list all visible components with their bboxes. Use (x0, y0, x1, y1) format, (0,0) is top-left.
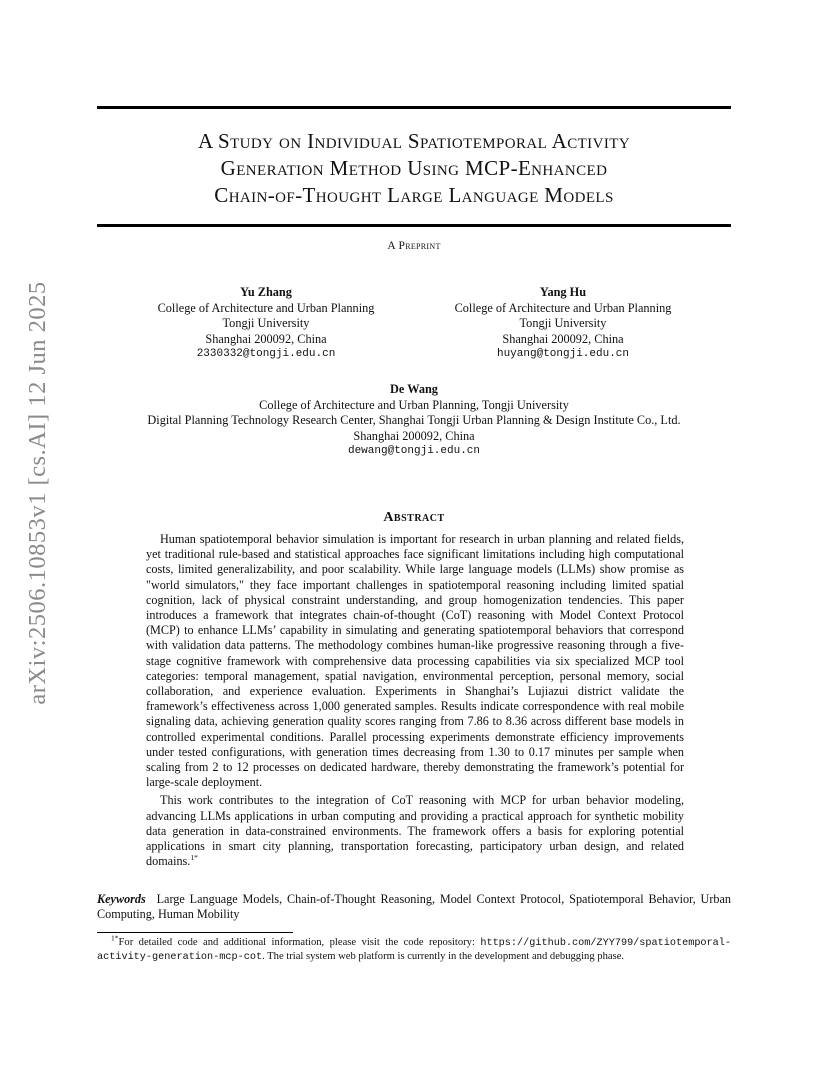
footnote (97, 933, 731, 964)
author-email: huyang@tongji.edu.cn (496, 348, 630, 360)
author-affiliation: Digital Planning Technology Research Center, Shanghai Tongji Urban Planning & Design Institute Co., Ltd. (147, 413, 681, 427)
title-line: Chain-of-Thought Large Language Models (214, 183, 614, 207)
keywords (97, 892, 731, 922)
arxiv-identifier-text: arXiv:2506.10853v1 [cs.AI] 12 Jun 2025 (24, 281, 51, 705)
arxiv-identifier (22, 281, 54, 705)
author-name: De Wang (390, 382, 438, 396)
title-line: Generation Method Using MCP-Enhanced (220, 156, 608, 180)
author-block (418, 285, 708, 363)
author-affiliation: Tongji University (222, 316, 310, 330)
footnote-text: For detailed code and additional information, please visit the code repository: (118, 937, 481, 948)
author-name: Yang Hu (539, 285, 587, 299)
title-rule-top (97, 106, 731, 109)
footnote-rule (97, 932, 293, 933)
keywords-text: Large Language Models, Chain-of-Thought Reasoning, Model Context Protocol, Spatiotemporal Behavior, Urban Computing, Human Mobility (97, 892, 732, 922)
author-email: 2330332@tongji.edu.cn (196, 348, 336, 360)
author-affiliation: Shanghai 200092, China (353, 428, 475, 443)
author-name: Yu Zhang (240, 285, 292, 299)
author-affiliation: Shanghai 200092, China (205, 331, 327, 346)
repository-link[interactable]: https://github.com/ZYY799/spatiotemporal-activity-generation-mcp-cot (97, 938, 731, 964)
abstract-paragraph (146, 793, 684, 869)
author-affiliation: Tongji University (519, 316, 607, 330)
author-email: dewang@tongji.edu.cn (347, 445, 481, 457)
abstract-paragraph: Human spatiotemporal behavior simulation is important for research in urban planning and related fields, yet traditional rule-based and statistical approaches face significant limitations including high computational costs, limited generalizability, and poor scalability. While large language models (LLMs) show promise as "world simulators," they face important challenges in spatiotemporal reasoning including limited spatial cognition, lack of physical constraint understanding, and group homogenization tendencies. This paper introduces a framework that integrates chain-of-thought (CoT) reasoning with Model Context Protocol (MCP) to enhance LLMs’ capability in simulating and generating spatiotemporal behaviors that correspond with validation data patterns. The methodology combines human-like progressive reasoning through a five-stage cognitive framework with comprehensive data processing capabilities via six specialized MCP tool categories: temporal management, spatial navigation, environmental perception, personal memory, social collaboration, and experience evaluation. Experiments in Shanghai’s Lujiazui district validate the framework’s effectiveness across 1,000 generated samples. Results indicate correspondence with real mobile signaling data, achieving generation quality scores ranging from 7.86 to 8.36 across different base models in controlled experimental conditions. Parallel processing experiments demonstrate efficiency improvements under tested configurations, with generation times decreasing from 1.30 to 0.17 minutes per sample when scaling from 2 to 12 processes on dedicated hardware, thereby demonstrating the framework’s potential for large-scale deployment. (146, 532, 684, 790)
preprint-label: A Preprint (387, 240, 441, 252)
author-block (121, 285, 411, 363)
author-affiliation: College of Architecture and Urban Planning, Tongji University (259, 397, 569, 412)
keywords-label: Keywords (97, 892, 146, 906)
paper-title (97, 128, 731, 209)
author-affiliation: College of Architecture and Urban Planning (454, 300, 672, 315)
footnote-reference[interactable]: 1* (190, 853, 198, 863)
footnote-paragraph (97, 933, 731, 964)
author-block (60, 382, 768, 460)
footnote-mark: 1* (111, 933, 119, 943)
abstract-heading: Abstract (383, 510, 445, 525)
title-rule-bottom (97, 224, 731, 227)
footnote-text: . The trial system web platform is currently in the development and debugging phase. (262, 951, 625, 963)
abstract-body (146, 532, 684, 869)
title-line: A Study on Individual Spatiotemporal Activity (197, 129, 631, 153)
author-affiliation: College of Architecture and Urban Planning (157, 300, 375, 315)
author-affiliation: Shanghai 200092, China (502, 331, 624, 346)
abstract-paragraph-text: This work contributes to the integration of CoT reasoning with MCP for urban behavior modeling, advancing LLMs applications in urban computing and providing a practical approach for synthetic mobility data generation in data-constrained environments. The framework offers a basis for exploring potential applications in smart city planning, transportation forecasting, participatory urban design, and related domains. (146, 793, 684, 869)
